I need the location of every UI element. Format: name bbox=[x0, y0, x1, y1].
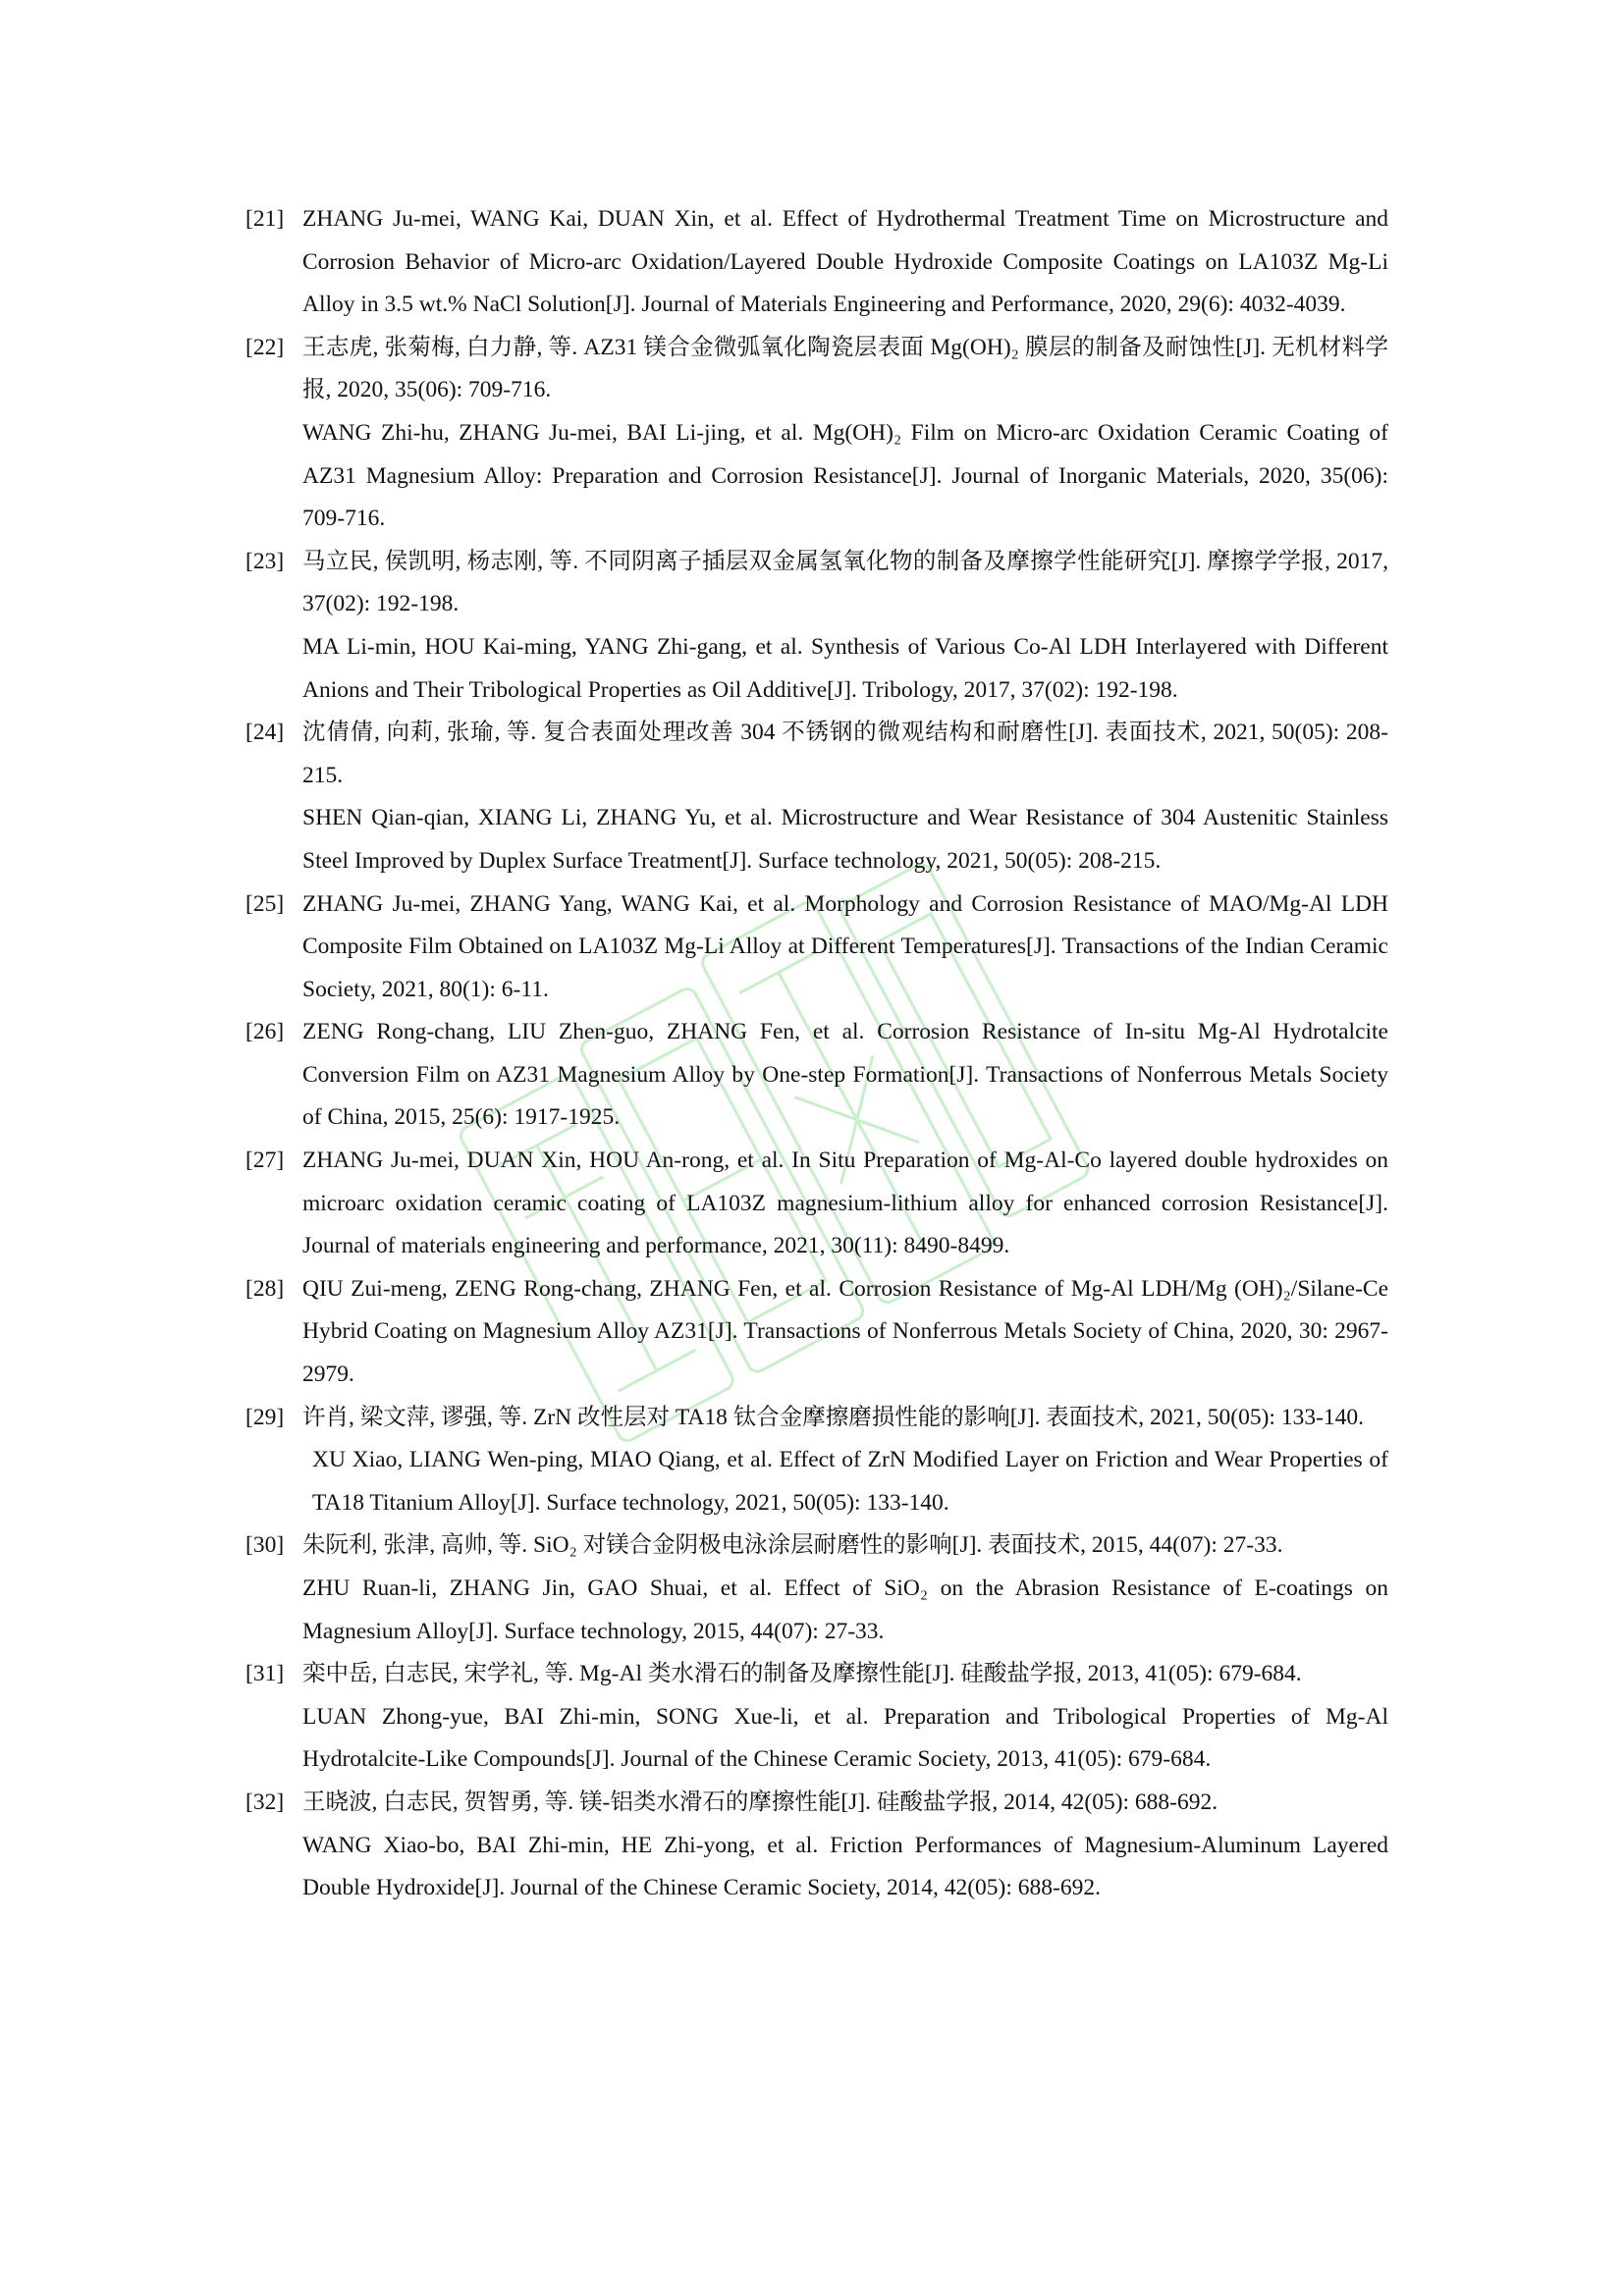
reference-item bbox=[245, 1140, 1388, 1268]
reference-body bbox=[302, 1653, 1388, 1782]
reference-number: [21] bbox=[245, 206, 285, 232]
reference-item bbox=[245, 327, 1388, 541]
reference-text: 栾中岳, 白志民, 宋学礼, 等. Mg-Al 类水滑石的制备及摩擦性能[J]. 硅酸盐学报, 2013, 41(05): 679-684. bbox=[302, 1661, 1302, 1687]
reference-body bbox=[302, 1397, 1388, 1525]
reference-item bbox=[245, 1782, 1388, 1910]
reference-body bbox=[302, 198, 1388, 327]
reference-translation: MA Li-min, HOU Kai-ming, YANG Zhi-gang, et al. Synthesis of Various Co-Al LDH Interlayered with Different Anions and Their Tribological Properties as Oil Additive[J]. Tribology, 2017, 37(02): 192-198. bbox=[302, 633, 1388, 703]
reference-number: [32] bbox=[245, 1789, 285, 1815]
reference-translation: WANG Zhi-hu, ZHANG Ju-mei, BAI Li-jing, et al. Mg(OH)₂ Film on Micro-arc Oxidation Ceramic Coating of AZ31 Magnesium Alloy: Preparation and Corrosion Resistance[J]. Journal of Inorganic Materials, 2020, 35(06): 709-716. bbox=[302, 419, 1388, 532]
reference-number: [23] bbox=[245, 548, 285, 574]
reference-text: ZHANG Ju-mei, ZHANG Yang, WANG Kai, et al. Morphology and Corrosion Resistance of MAO/Mg-Al LDH Composite Film Obtained on LA103Z Mg-Li Alloy at Different Temperatures[J]. Transactions of the Indian Ceramic Society, 2021, 80(1): 6-11. bbox=[302, 890, 1388, 1002]
reference-translation: WANG Xiao-bo, BAI Zhi-min, HE Zhi-yong, et al. Friction Performances of Magnesium-Aluminum Layered Double Hydroxide[J]. Journal of the Chinese Ceramic Society, 2014, 42(05): 688-692. bbox=[302, 1832, 1388, 1901]
reference-text: ZHANG Ju-mei, DUAN Xin, HOU An-rong, et al. In Situ Preparation of Mg-Al-Co layered double hydroxides on microarc oxidation ceramic coating of LA103Z magnesium-lithium alloy for enhanced corrosion Resistance[J]. Journal of materials engineering and performance, 2021, 30(11): 8490-8499. bbox=[302, 1148, 1388, 1259]
reference-body bbox=[302, 541, 1388, 712]
reference-text: 王志虎, 张菊梅, 白力静, 等. AZ31 镁合金微弧氧化陶瓷层表面 Mg(OH)₂ 膜层的制备及耐蚀性[J]. 无机材料学报, 2020, 35(06): 709-716. bbox=[302, 334, 1388, 403]
reference-number: [27] bbox=[245, 1148, 285, 1174]
reference-item bbox=[245, 1268, 1388, 1397]
reference-item bbox=[245, 1397, 1388, 1525]
reference-text: QIU Zui-meng, ZENG Rong-chang, ZHANG Fen, et al. Corrosion Resistance of Mg-Al LDH/Mg (OH)₂/Silane-Ce Hybrid Coating on Magnesium Alloy AZ31[J]. Transactions of Nonferrous Metals Society of China, 2020, 30: 2967-2979. bbox=[302, 1275, 1388, 1388]
reference-body bbox=[302, 1782, 1388, 1910]
reference-number: [28] bbox=[245, 1275, 285, 1302]
reference-body bbox=[302, 327, 1388, 541]
reference-text: 许肖, 梁文萍, 谬强, 等. ZrN 改性层对 TA18 钛合金摩擦磨损性能的影响[J]. 表面技术, 2021, 50(05): 133-140. bbox=[302, 1404, 1365, 1430]
reference-item bbox=[245, 712, 1388, 882]
reference-text: ZENG Rong-chang, LIU Zhen-guo, ZHANG Fen, et al. Corrosion Resistance of In-situ Mg-Al Hydrotalcite Conversion Film on AZ31 Magnesium Alloy by One-step Formation[J]. Transactions of Nonferrous Metals Society of China, 2015, 25(6): 1917-1925. bbox=[302, 1019, 1388, 1131]
reference-item bbox=[245, 1011, 1388, 1140]
reference-item bbox=[245, 541, 1388, 712]
reference-text: ZHANG Ju-mei, WANG Kai, DUAN Xin, et al. Effect of Hydrothermal Treatment Time on Microstructure and Corrosion Behavior of Micro-arc Oxidation/Layered Double Hydroxide Composite Coatings on LA103Z Mg-Li Alloy in 3.5 wt.% NaCl Solution[J]. Journal of Materials Engineering and Performance, 2020, 29(6): 4032-4039. bbox=[302, 206, 1388, 318]
reference-text: 沈倩倩, 向莉, 张瑜, 等. 复合表面处理改善 304 不锈钢的微观结构和耐磨性[J]. 表面技术, 2021, 50(05): 208-215. bbox=[302, 720, 1388, 788]
reference-text: 朱阮利, 张津, 高帅, 等. SiO₂ 对镁合金阴极电泳涂层耐磨性的影响[J]. 表面技术, 2015, 44(07): 27-33. bbox=[302, 1532, 1283, 1559]
reference-number: [26] bbox=[245, 1019, 285, 1045]
reference-text: 马立民, 侯凯明, 杨志刚, 等. 不同阴离子插层双金属氢氧化物的制备及摩擦学性能研究[J]. 摩擦学学报, 2017, 37(02): 192-198. bbox=[302, 548, 1388, 617]
reference-translation: LUAN Zhong-yue, BAI Zhi-min, SONG Xue-li, et al. Preparation and Tribological Properties of Mg-Al Hydrotalcite-Like Compounds[J]. Journal of the Chinese Ceramic Society, 2013, 41(05): 679-684. bbox=[302, 1703, 1388, 1773]
reference-item bbox=[245, 1524, 1388, 1653]
reference-item bbox=[245, 1653, 1388, 1782]
reference-body bbox=[302, 1268, 1388, 1397]
reference-number: [22] bbox=[245, 334, 285, 360]
reference-body bbox=[302, 883, 1388, 1012]
reference-translation: XU Xiao, LIANG Wen-ping, MIAO Qiang, et al. Effect of ZrN Modified Layer on Friction and Wear Properties of TA18 Titanium Alloy[J]. Surface technology, 2021, 50(05): 133-140. bbox=[312, 1447, 1388, 1516]
reference-translation: ZHU Ruan-li, ZHANG Jin, GAO Shuai, et al. Effect of SiO₂ on the Abrasion Resistance of E-coatings on Magnesium Alloy[J]. Surface technology, 2015, 44(07): 27-33. bbox=[302, 1575, 1388, 1644]
reference-text: 王晓波, 白志民, 贺智勇, 等. 镁-铝类水滑石的摩擦性能[J]. 硅酸盐学报, 2014, 42(05): 688-692. bbox=[302, 1789, 1218, 1815]
reference-number: [29] bbox=[245, 1404, 285, 1430]
reference-number: [30] bbox=[245, 1532, 285, 1559]
reference-body bbox=[302, 1524, 1388, 1653]
reference-number: [31] bbox=[245, 1661, 285, 1687]
reference-body bbox=[302, 712, 1388, 882]
reference-item bbox=[245, 198, 1388, 327]
reference-number: [25] bbox=[245, 890, 285, 917]
reference-body bbox=[302, 1011, 1388, 1140]
reference-number: [24] bbox=[245, 720, 285, 746]
reference-translation: SHEN Qian-qian, XIANG Li, ZHANG Yu, et al. Microstructure and Wear Resistance of 304 Austenitic Stainless Steel Improved by Duplex Surface Treatment[J]. Surface technology, 2021, 50(05): 208-215. bbox=[302, 805, 1388, 874]
reference-item bbox=[245, 883, 1388, 1012]
reference-body bbox=[302, 1140, 1388, 1268]
reference-list bbox=[245, 198, 1388, 1910]
